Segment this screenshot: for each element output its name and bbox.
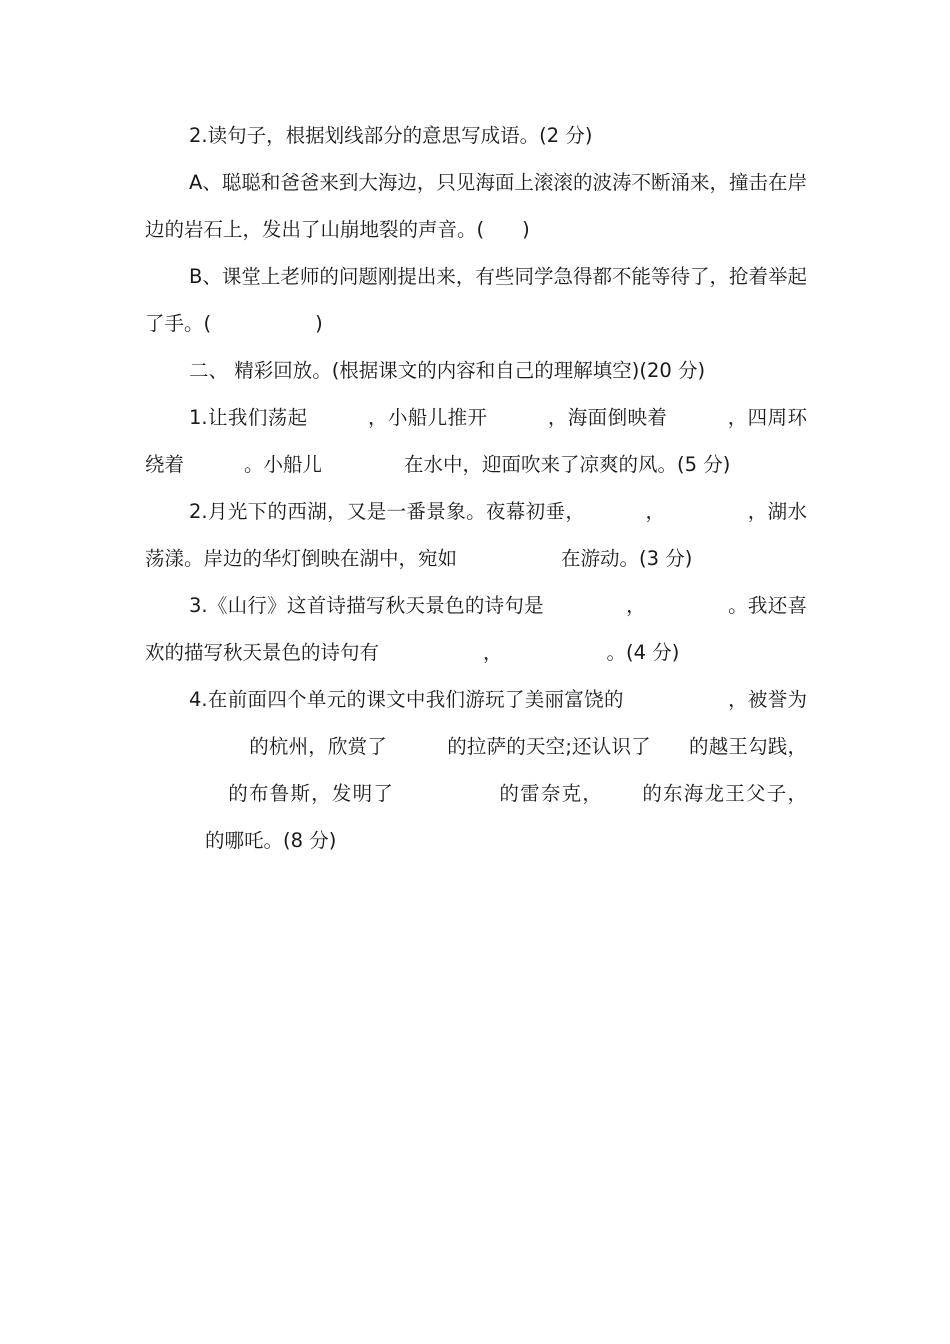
fill-2-text-3: ，湖水荡漾。岸边的华灯倒映在湖中，宛如 <box>145 500 807 570</box>
fill-3-text-2: ， <box>625 594 646 617</box>
fill-question-3 <box>145 582 807 676</box>
document-page <box>145 112 807 864</box>
question-2-item-b <box>145 253 807 347</box>
item-b-close-paren: ) <box>315 312 323 335</box>
fill-3-text-1: 3.《山行》这首诗描写秋天景色的诗句是 <box>189 594 544 617</box>
fill-1-text-6: 在水中，迎面吹来了凉爽的风。(5 分) <box>404 453 731 476</box>
question-2-item-a <box>145 159 807 253</box>
fill-2-text-2: ， <box>645 500 666 523</box>
fill-1-text-2: ，小船儿推开 <box>367 406 488 429</box>
fill-question-4 <box>145 676 807 864</box>
fill-4-text-1: 4.在前面四个单元的课文中我们游玩了美丽富饶的 <box>189 688 624 711</box>
fill-1-text-5: 。小船儿 <box>244 453 323 476</box>
fill-2-text-4: 在游动。(3 分) <box>561 547 693 570</box>
fill-4-text-9: 的哪吒。(8 分) <box>205 829 337 852</box>
section-2-title <box>145 347 807 394</box>
fill-4-text-5: 的越王勾践， <box>688 735 807 758</box>
item-a-close-paren: ) <box>522 218 530 241</box>
fill-question-1 <box>145 394 807 488</box>
question-2-title-text: 2.读句子，根据划线部分的意思写成语。(2 分) <box>189 124 593 147</box>
fill-4-text-6: 的布鲁斯，发明了 <box>227 782 395 805</box>
question-2-title <box>145 112 807 159</box>
fill-question-2 <box>145 488 807 582</box>
fill-2-text-1: 2.月光下的西湖，又是一番景象。夜幕初垂， <box>189 500 586 523</box>
item-b-text: B、课堂上老师的问题刚提出来，有些同学急得都不能等待了，抢着举起了手。( <box>145 265 807 335</box>
fill-3-text-3: 。我还喜欢的描写秋天景色的诗句有 <box>145 594 807 664</box>
fill-4-text-7: 的雷奈克， <box>498 782 604 805</box>
fill-4-text-8: 的东海龙王父子， <box>641 782 807 805</box>
fill-1-text-4: ，四周环绕着 <box>145 406 807 476</box>
section-2-title-text: 二、 精彩回放。(根据课文的内容和自己的理解填空)(20 分) <box>189 359 706 382</box>
fill-3-text-5: 。(4 分) <box>606 641 680 664</box>
fill-4-text-3: 的杭州，欣赏了 <box>249 735 388 758</box>
fill-4-text-2: ，被誉为 <box>727 688 807 711</box>
fill-3-text-4: ， <box>483 641 503 664</box>
item-a-text: A、聪聪和爸爸来到大海边，只见海面上滚滚的波涛不断涌来，撞击在岸边的岩石上，发出了山崩地裂的声音。( <box>145 171 807 241</box>
fill-1-text-3: ，海面倒映着 <box>547 406 668 429</box>
fill-4-text-4: 的拉萨的天空;还认识了 <box>447 735 651 758</box>
fill-1-text-1: 1.让我们荡起 <box>189 406 308 429</box>
